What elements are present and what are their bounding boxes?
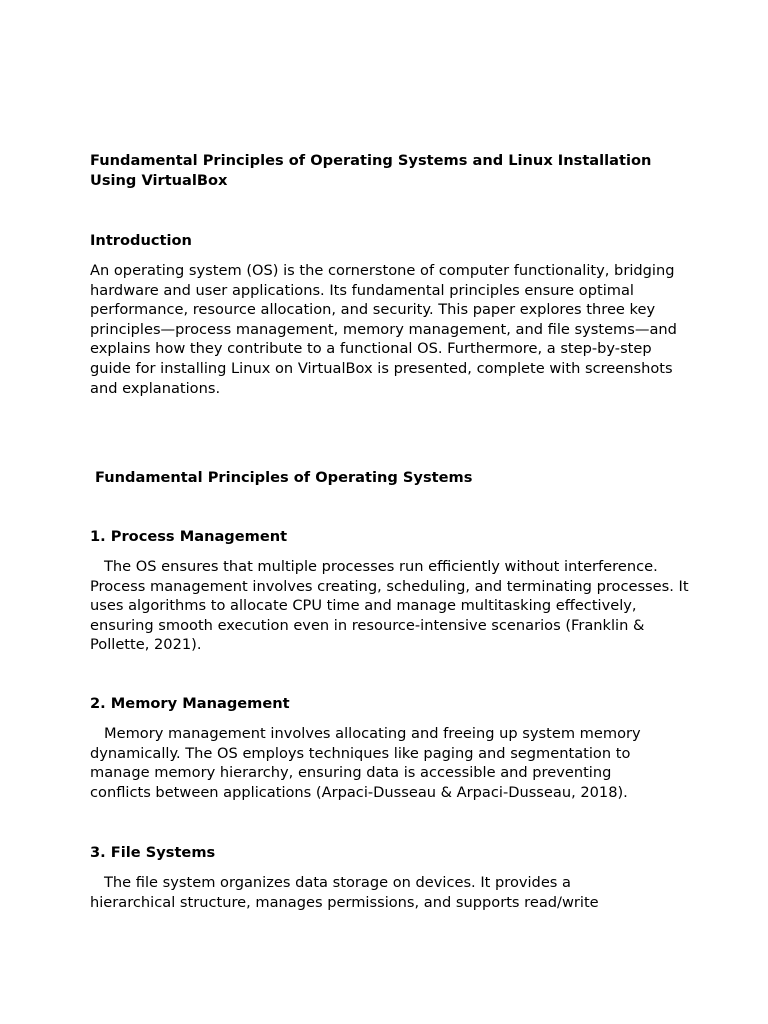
- process-management-paragraph: The OS ensures that multiple processes run efficiently without interference. Process management involves creating, scheduling, and terminating processes. It uses algorithms to allocate CPU time and manage multitasking effectively, ensuring smooth execution even in resource-intensive scenarios (Franklin & Pollette, 2021).: [90, 558, 689, 654]
- memory-management-heading: 2. Memory Management: [90, 695, 290, 712]
- principles-section-heading: Fundamental Principles of Operating Systems: [95, 469, 473, 486]
- file-systems-heading: 3. File Systems: [90, 844, 216, 861]
- document-title: Fundamental Principles of Operating Systems and Linux Installation Using VirtualBox: [90, 152, 652, 189]
- process-management-heading: 1. Process Management: [90, 528, 288, 545]
- memory-management-paragraph: Memory management involves allocating and freeing up system memory dynamically. The OS employs techniques like paging and segmentation to manage memory hierarchy, ensuring data is accessible and preventing conflicts between applications (Arpaci-Dusseau & Arpaci-Dusseau, 2018).: [90, 725, 641, 801]
- introduction-paragraph: An operating system (OS) is the cornerstone of computer functionality, bridging hardware and user applications. Its fundamental principles ensure optimal performance, resource allocation, and security. This paper explores three key principles—process management, memory management, and file systems—and explains how they contribute to a functional OS. Furthermore, a step-by-step guide for installing Linux on VirtualBox is presented, complete with screenshots and explanations.: [90, 262, 677, 397]
- file-systems-paragraph: The file system organizes data storage on devices. It provides a hierarchical structure, manages permissions, and supports read/write: [90, 874, 599, 911]
- introduction-heading: Introduction: [90, 232, 192, 249]
